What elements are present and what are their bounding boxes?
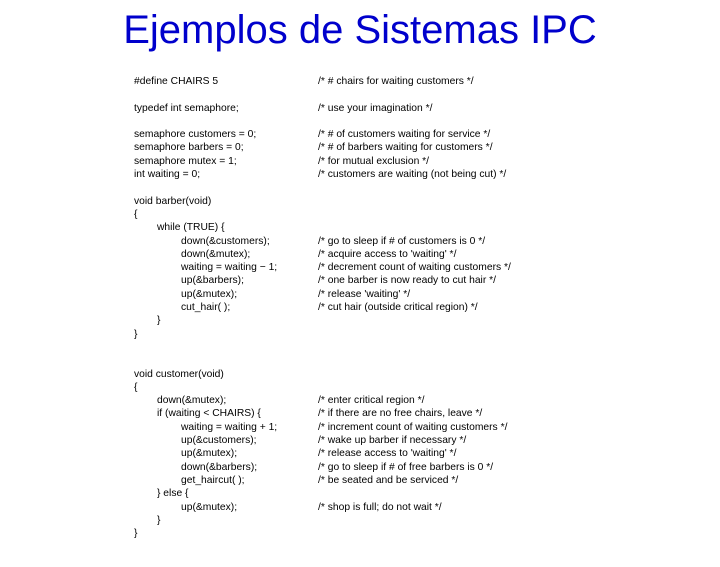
code-comment: /* shop is full; do not wait */ — [318, 501, 442, 513]
code-line — [134, 208, 564, 221]
code-comment: /* enter critical region */ — [318, 395, 425, 407]
declaration: semaphore mutex = 1; — [134, 155, 237, 167]
code-line — [134, 407, 564, 420]
code-line — [134, 394, 564, 407]
code-line — [134, 328, 564, 341]
code-comment: /* release 'waiting' */ — [318, 288, 411, 300]
code-line — [134, 514, 564, 527]
else-branch: } else { — [157, 488, 189, 500]
typedef-semaphore: typedef int semaphore; — [134, 102, 239, 114]
code-line — [134, 434, 564, 447]
code-comment: /* for mutual exclusion */ — [318, 155, 430, 167]
code-line — [134, 235, 564, 248]
declaration: int waiting = 0; — [134, 169, 201, 181]
code-comment: /* increment count of waiting customers */ — [318, 421, 508, 433]
statement: up(&mutex); — [181, 288, 238, 300]
code-comment: /* decrement count of waiting customers */ — [318, 262, 511, 274]
statement: waiting = waiting − 1; — [181, 262, 278, 274]
statement: get_haircut( ); — [181, 474, 245, 486]
statement: cut_hair( ); — [181, 302, 231, 314]
barber-signature: void barber(void) — [134, 195, 212, 207]
statement: up(&mutex); — [181, 501, 238, 513]
statement: up(&mutex); — [181, 448, 238, 460]
open-brace: { — [134, 381, 138, 393]
code-line — [134, 221, 564, 234]
statement: up(&barbers); — [181, 275, 244, 287]
close-brace: } — [134, 328, 138, 340]
declaration: semaphore customers = 0; — [134, 129, 257, 141]
code-line — [134, 301, 564, 314]
close-brace: } — [157, 514, 161, 526]
open-brace: { — [134, 208, 138, 220]
code-line — [134, 288, 564, 301]
if-statement: if (waiting < CHAIRS) { — [157, 408, 261, 420]
declaration: semaphore barbers = 0; — [134, 142, 244, 154]
code-line — [134, 487, 564, 500]
code-line — [134, 421, 564, 434]
code-line — [134, 248, 564, 261]
statement: down(&customers); — [181, 235, 270, 247]
code-comment: /* release access to 'waiting' */ — [318, 448, 457, 460]
code-comment: /* use your imagination */ — [318, 102, 433, 114]
code-line — [134, 141, 564, 154]
code-line — [134, 474, 564, 487]
code-comment: /* go to sleep if # of free barbers is 0 */ — [318, 461, 494, 473]
statement: down(&mutex); — [181, 248, 251, 260]
code-comment: /* be seated and be serviced */ — [318, 474, 459, 486]
code-line — [134, 501, 564, 514]
slide-title: Ejemplos de Sistemas IPC — [123, 8, 597, 52]
close-brace: } — [157, 315, 161, 327]
code-line — [134, 274, 564, 287]
statement: down(&mutex); — [157, 395, 227, 407]
code-comment: /* go to sleep if # of customers is 0 */ — [318, 235, 486, 247]
code-line — [134, 314, 564, 327]
code-line — [134, 155, 564, 168]
code-line — [134, 195, 564, 208]
code-line — [134, 128, 564, 141]
code-line — [134, 461, 564, 474]
code-line — [134, 261, 564, 274]
code-comment: /* # of barbers waiting for customers */ — [318, 142, 493, 154]
code-line — [134, 381, 564, 394]
statement: waiting = waiting + 1; — [181, 421, 278, 433]
code-comment: /* wake up barber if necessary */ — [318, 435, 467, 447]
code-comment: /* customers are waiting (not being cut) */ — [318, 169, 507, 181]
while-loop: while (TRUE) { — [157, 222, 225, 234]
code-comment: /* acquire access to 'waiting' */ — [318, 248, 457, 260]
code-comment: /* # chairs for waiting customers */ — [318, 76, 474, 87]
statement: down(&barbers); — [181, 461, 258, 473]
code-comment: /* one barber is now ready to cut hair */ — [318, 275, 497, 287]
code-comment: /* # of customers waiting for service */ — [318, 129, 491, 141]
code-comment: /* if there are no free chairs, leave */ — [318, 408, 483, 420]
code-line — [134, 527, 564, 540]
code-comment: /* cut hair (outside critical region) */ — [318, 302, 478, 314]
code-line — [134, 368, 564, 381]
statement: up(&customers); — [181, 435, 257, 447]
code-line — [134, 168, 564, 181]
code-line — [134, 75, 564, 88]
code-line — [134, 447, 564, 460]
close-brace: } — [134, 528, 138, 540]
code-line — [134, 102, 564, 115]
code-listing — [134, 75, 564, 540]
customer-signature: void customer(void) — [134, 368, 224, 380]
define-chairs: #define CHAIRS 5 — [134, 76, 219, 87]
